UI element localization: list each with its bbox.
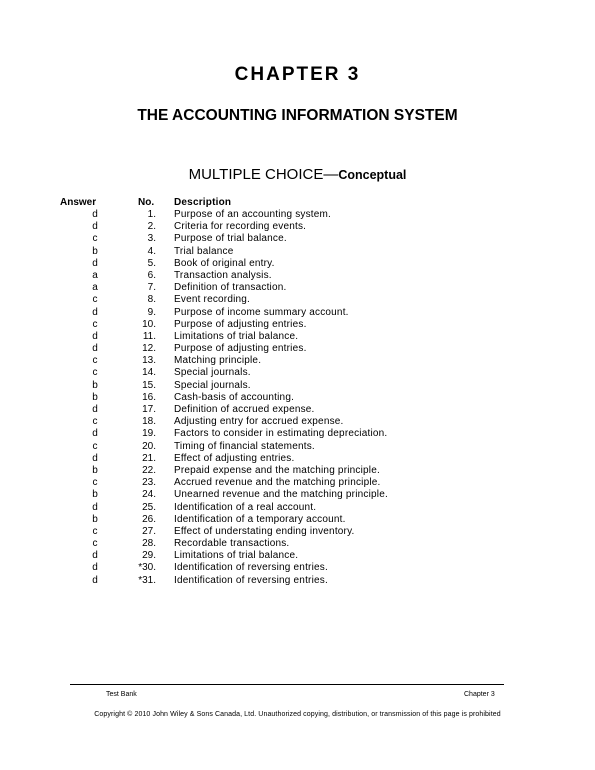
description-cell: Book of original entry. (174, 257, 275, 269)
number-cell: 9. (147, 306, 156, 318)
description-cell: Factors to consider in estimating depreciation. (174, 428, 388, 440)
description-cell: Cash-basis of accounting. (174, 391, 295, 403)
number-cell: 1. (147, 209, 156, 220)
section-heading (0, 166, 595, 183)
answer-cell: b (92, 513, 98, 525)
answer-cell: b (92, 489, 98, 501)
number-cell: 3. (147, 233, 156, 245)
number-cell: 27. (142, 525, 156, 537)
table-row (60, 209, 540, 221)
table-row (60, 550, 540, 562)
table-row (60, 575, 540, 587)
number-cell: 6. (147, 269, 156, 281)
answer-cell: c (92, 233, 98, 245)
description-cell: Prepaid expense and the matching principle. (174, 464, 380, 476)
answer-cell: c (92, 355, 98, 367)
description-cell: Criteria for recording events. (174, 221, 307, 233)
table-row (60, 428, 540, 440)
number-cell: 20. (142, 440, 156, 452)
table-row (60, 526, 540, 538)
description-cell: Effect of understating ending inventory. (174, 525, 355, 537)
description-cell: Purpose of trial balance. (174, 233, 287, 245)
number-cell: 8. (147, 294, 156, 306)
answer-cell: d (92, 501, 98, 513)
copyright-notice: Copyright © 2010 John Wiley & Sons Canada, Ltd. Unauthorized copying, distribution, or transmission of this page is prohibited (94, 711, 501, 718)
answer-cell: d (92, 562, 98, 574)
table-row (60, 538, 540, 550)
description-cell: Accrued revenue and the matching principle. (174, 477, 381, 489)
answer-cell: b (92, 379, 98, 391)
number-cell: 26. (142, 513, 156, 525)
answer-cell: d (92, 306, 98, 318)
table-row (60, 562, 540, 574)
table-row (60, 343, 540, 355)
number-cell: 2. (147, 221, 156, 233)
description-cell: Adjusting entry for accrued expense. (174, 416, 344, 428)
table-row (60, 307, 540, 319)
answer-cell: b (92, 464, 98, 476)
description-cell: Limitations of trial balance. (174, 330, 299, 342)
answer-cell: a (92, 282, 98, 294)
description-cell: Transaction analysis. (174, 269, 272, 281)
answer-cell: c (92, 416, 98, 428)
description-cell: Recordable transactions. (174, 538, 290, 550)
answer-cell: d (92, 257, 98, 269)
description-cell: Purpose of adjusting entries. (174, 343, 307, 355)
section-title-sub: Conceptual (338, 168, 407, 182)
number-cell: 4. (147, 245, 156, 257)
number-cell: 23. (142, 477, 156, 489)
number-cell: *31. (138, 574, 156, 586)
section-title-main: MULTIPLE CHOICE— (188, 166, 339, 183)
description-cell: Limitations of trial balance. (174, 550, 299, 562)
answer-cell: c (92, 477, 98, 489)
description-cell: Event recording. (174, 294, 251, 306)
table-row (60, 270, 540, 282)
description-cell: Unearned revenue and the matching principle. (174, 489, 388, 501)
answer-cell: c (92, 294, 98, 306)
description-cell: Identification of reversing entries. (174, 562, 328, 574)
answer-table (60, 196, 540, 587)
number-cell: 28. (142, 538, 156, 550)
description-cell: Matching principle. (174, 355, 262, 367)
answer-cell: c (92, 538, 98, 550)
number-cell: 29. (142, 550, 156, 562)
chapter-heading: CHAPTER 3 (234, 64, 361, 85)
table-row (60, 502, 540, 514)
table-row (60, 319, 540, 331)
number-cell: *30. (138, 562, 156, 574)
table-row (60, 477, 540, 489)
number-cell: 16. (142, 391, 156, 403)
number-cell: 13. (142, 355, 156, 367)
number-cell: 11. (142, 330, 156, 342)
description-cell: Special journals. (174, 367, 251, 379)
footer-right-label: Chapter 3 (464, 691, 495, 698)
description-cell: Special journals. (174, 379, 251, 391)
table-row (60, 221, 540, 233)
answer-cell: d (92, 343, 98, 355)
answer-cell: d (92, 404, 98, 415)
description-cell: Definition of accrued expense. (174, 404, 315, 415)
footer-left-label: Test Bank (106, 691, 137, 698)
table-row (60, 380, 540, 392)
table-row (60, 367, 540, 379)
answer-cell: b (92, 245, 98, 257)
number-cell: 21. (142, 452, 156, 464)
table-row (60, 453, 540, 465)
table-row (60, 355, 540, 367)
table-row (60, 404, 540, 416)
description-cell: Definition of transaction. (174, 282, 287, 294)
description-cell: Trial balance (174, 245, 234, 257)
description-cell: Identification of reversing entries. (174, 574, 328, 586)
answer-cell: c (92, 318, 98, 330)
footer-divider (70, 684, 504, 685)
header-description: Description (174, 197, 232, 208)
description-cell: Effect of adjusting entries. (174, 452, 295, 464)
table-row (60, 282, 540, 294)
answer-cell: b (92, 391, 98, 403)
answer-cell: d (92, 574, 98, 586)
description-cell: Purpose of income summary account. (174, 306, 349, 318)
answer-cell: c (92, 440, 98, 452)
answer-cell: d (92, 330, 98, 342)
answer-cell: d (92, 452, 98, 464)
description-cell: Purpose of an accounting system. (174, 209, 332, 220)
table-row (60, 392, 540, 404)
answer-cell: a (92, 269, 98, 281)
description-cell: Purpose of adjusting entries. (174, 318, 307, 330)
table-header-row (60, 196, 540, 209)
answer-cell: d (92, 209, 98, 220)
table-row (60, 514, 540, 526)
number-cell: 10. (142, 318, 156, 330)
chapter-title: THE ACCOUNTING INFORMATION SYSTEM (137, 107, 458, 124)
answer-cell: d (92, 550, 98, 562)
number-cell: 24. (142, 489, 156, 501)
header-number: No. (138, 197, 155, 208)
number-cell: 14. (142, 367, 156, 379)
number-cell: 18. (142, 416, 156, 428)
number-cell: 17. (142, 404, 156, 415)
number-cell: 7. (147, 282, 156, 294)
table-row (60, 258, 540, 270)
table-row (60, 465, 540, 477)
number-cell: 22. (142, 464, 156, 476)
answer-cell: c (92, 525, 98, 537)
table-row (60, 489, 540, 501)
number-cell: 25. (142, 501, 156, 513)
description-cell: Identification of a real account. (174, 501, 317, 513)
table-row (60, 294, 540, 306)
header-answer: Answer (60, 197, 97, 208)
answer-cell: c (92, 367, 98, 379)
table-row (60, 331, 540, 343)
number-cell: 12. (142, 343, 156, 355)
number-cell: 5. (147, 257, 156, 269)
table-row (60, 416, 540, 428)
description-cell: Identification of a temporary account. (174, 513, 346, 525)
table-row (60, 441, 540, 453)
number-cell: 19. (142, 428, 156, 440)
number-cell: 15. (142, 379, 156, 391)
table-row (60, 233, 540, 245)
description-cell: Timing of financial statements. (174, 440, 315, 452)
answer-cell: d (92, 428, 98, 440)
table-row (60, 246, 540, 258)
answer-cell: d (92, 221, 98, 233)
